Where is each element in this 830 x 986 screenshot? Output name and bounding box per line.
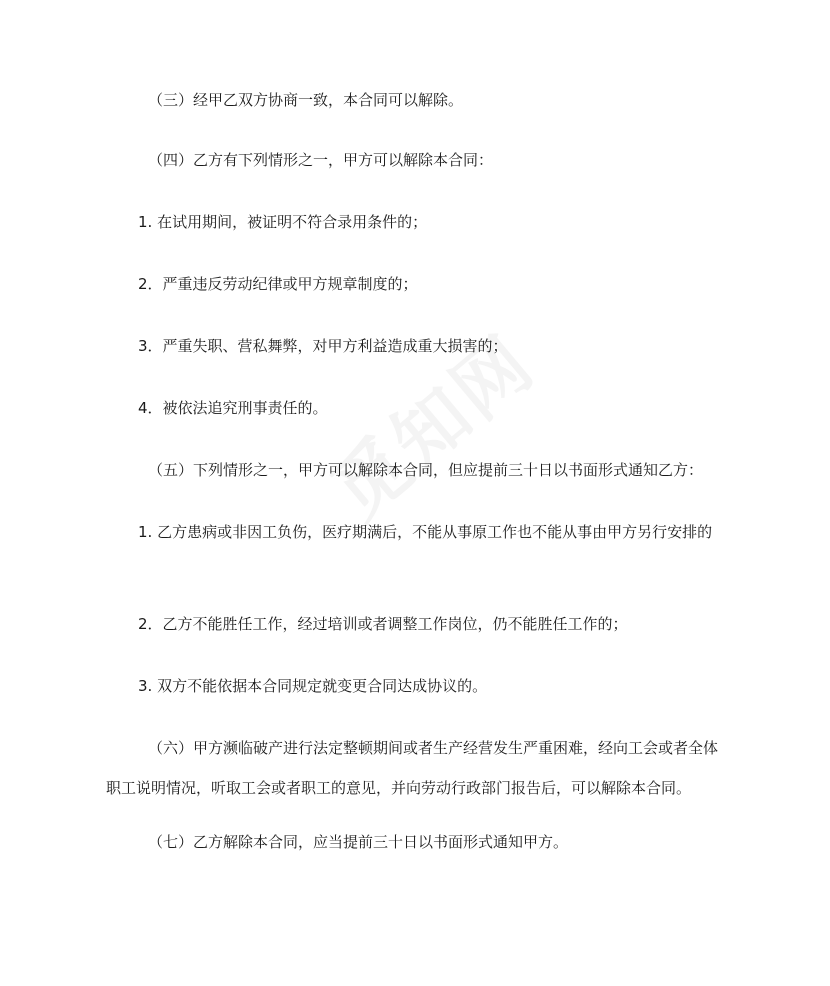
clause-4-item-3: 3．严重失职、营私舞弊，对甲方利益造成重大损害的； bbox=[138, 337, 508, 355]
clause-4: （四）乙方有下列情形之一，甲方可以解除本合同： bbox=[148, 151, 494, 169]
clause-5-item-1: 1. 乙方患病或非因工负伤，医疗期满后，不能从事原工作也不能从事由甲方另行安排的 bbox=[138, 523, 713, 541]
clause-5-item-3: 3. 双方不能依据本合同规定就变更合同达成协议的。 bbox=[138, 677, 488, 695]
clause-4-item-2: 2．严重违反劳动纪律或甲方规章制度的； bbox=[138, 275, 418, 293]
clause-4-item-4: 4．被依法追究刑事责任的。 bbox=[138, 399, 328, 417]
clause-5-item-2: 2．乙方不能胜任工作，经过培训或者调整工作岗位，仍不能胜任工作的； bbox=[138, 615, 628, 633]
clause-6: （六）甲方濒临破产进行法定整顿期间或者生产经营发生严重困难，经向工会或者全体职工说明情况，听取工会或者职工的意见，并向劳动行政部门报告后，可以解除本合同。 bbox=[106, 739, 719, 797]
clause-4-item-1: 1. 在试用期间，被证明不符合录用条件的； bbox=[138, 213, 428, 231]
clause-7: （七）乙方解除本合同，应当提前三十日以书面形式通知甲方。 bbox=[148, 833, 569, 851]
clause-3: （三）经甲乙双方协商一致，本合同可以解除。 bbox=[148, 91, 464, 109]
clause-5: （五）下列情形之一，甲方可以解除本合同，但应提前三十日以书面形式通知乙方： bbox=[148, 461, 704, 479]
